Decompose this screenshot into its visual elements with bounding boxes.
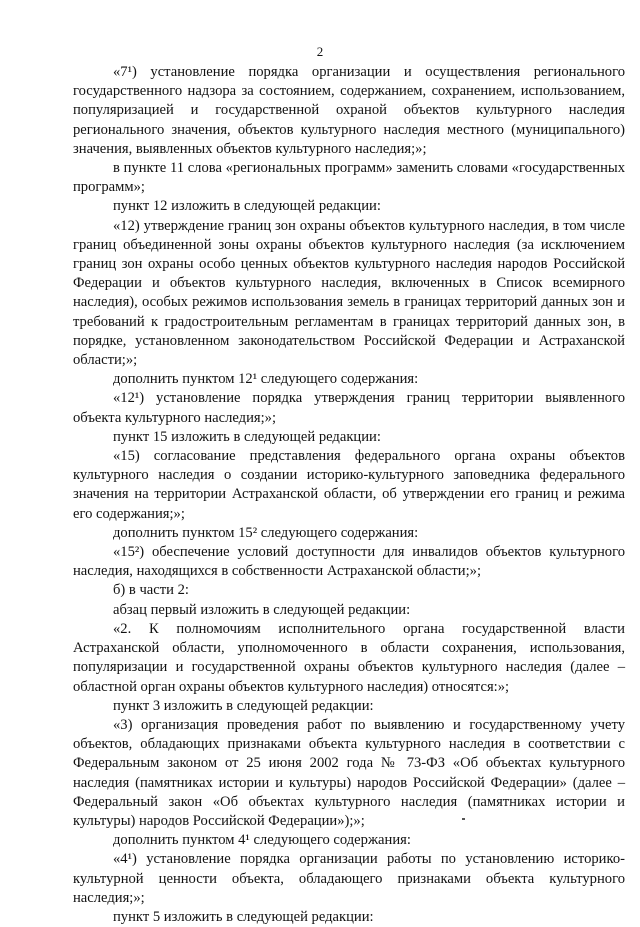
paragraph: «4¹) установление порядка организации работы по установлению историко-культурной ценности объекта, обладающего признаками объекта культурного наследия;»; [73, 851, 625, 906]
paragraph: дополнить пунктом 15² следующего содержания: [113, 524, 419, 541]
paragraph: «15²) обеспечение условий доступности для инвалидов объектов культурного наследия, находящихся в собственности Астраханской области;»; [73, 544, 625, 580]
page-number: 2 [316, 44, 324, 59]
paragraph: дополнить пунктом 4¹ следующего содержания: [113, 832, 411, 849]
paragraph: в пункте 11 слова «региональных программ» заменить словами «государственных программ»; [73, 160, 625, 196]
paragraph: «12¹) установление порядка утверждения границ территории выявленного объекта культурного наследия;»; [73, 390, 625, 426]
scan-speck [462, 818, 465, 820]
paragraph: «15) согласование представления федерального органа охраны объектов культурного наследия о создании историко-культурного заповедника федерального значения на территории Астраханской области, об утверждении его границ и режима его содержания;»; [73, 448, 625, 522]
paragraph: «3) организация проведения работ по выявлению и государственному учету объектов, обладающих признаками объекта культурного наследия в соответствии с Федеральным законом от 25 июня 2002 года № 73-ФЗ «Об объектах культурного наследия (памятниках истории и культуры) народов Российской Федерации» (далее – Федеральный закон «Об объектах культурного наследия (памятниках истории и культуры) народов Российской Федерации»);»; [73, 716, 625, 829]
paragraph: пункт 15 изложить в следующей редакции: [113, 428, 381, 445]
paragraph: «7¹) установление порядка организации и осуществления регионального государственного надзора за состоянием, содержанием, сохранением, использованием, популяризацией и государственной охраной объектов культурного наследия регионального значения, объектов культурного наследия местного (муниципального) значения, выявленных объектов культурного наследия;»; [73, 64, 625, 157]
paragraph: абзац первый изложить в следующей редакции: [113, 601, 411, 618]
paragraph: пункт 12 изложить в следующей редакции: [113, 198, 381, 215]
paragraph: б) в части 2: [113, 582, 189, 599]
paragraph: «12) утверждение границ зон охраны объектов культурного наследия, в том числе границ объединенной зоны охраны объектов культурного наследия (за исключением границ зон охраны особо ценных объектов культурного наследия народов Российской Федерации и объектов культурного наследия, включенных в Список всемирного наследия), особых режимов использования земель в границах территорий данных зон и требований к градостроительным регламентам в границах территорий данных зон, в порядке, установленном законодательством Российской Федерации и Астраханской области;»; [73, 217, 625, 369]
paragraph: пункт 5 изложить в следующей редакции: [113, 908, 374, 925]
paragraph: пункт 3 изложить в следующей редакции: [113, 697, 374, 714]
paragraph: «2. К полномочиям исполнительного органа государственной власти Астраханской области, уполномоченного в области сохранения, использования, популяризации и государственной охраны объектов культурного наследия (далее – областной орган охраны объектов культурного наследия) относятся:»; [73, 620, 625, 695]
paragraph: дополнить пунктом 12¹ следующего содержания: [113, 371, 419, 388]
document-body [73, 63, 625, 927]
